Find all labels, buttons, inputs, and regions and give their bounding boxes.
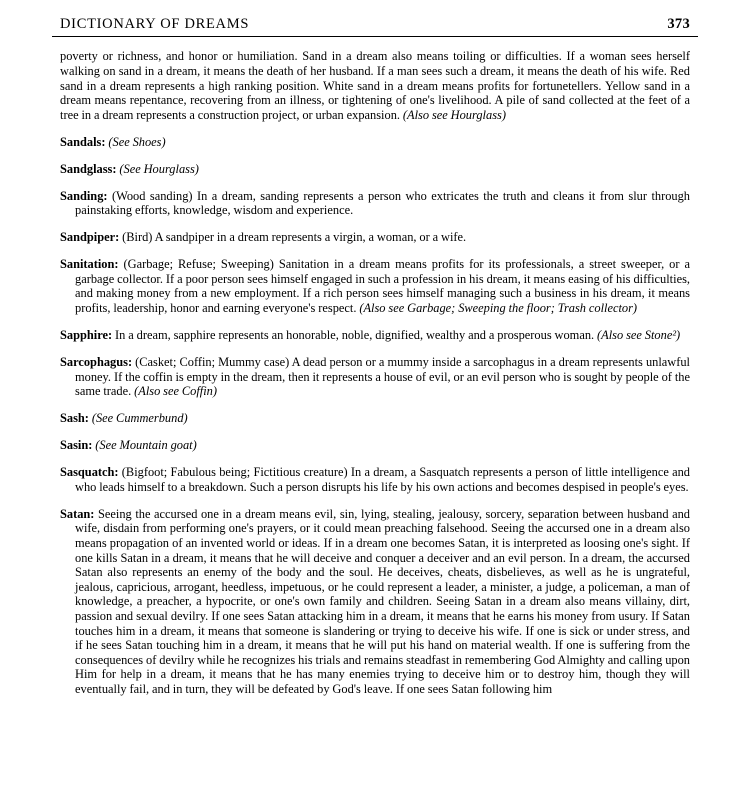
running-head-title: DICTIONARY OF DREAMS (60, 16, 250, 32)
entry-cross-reference: (Also see Stone²) (597, 328, 681, 343)
entry-body: (Casket; Coffin; Mummy case) A dead person or a mummy inside a sarcophagus in a dream represents unlawful money. If the coffin is empty in the dream, then it represents a house of evil, or an evil person who is sought by people of the same trade. (75, 355, 690, 399)
entry-sapphire (60, 328, 690, 343)
entry-continued-sand (60, 49, 690, 122)
entry-sandpiper (60, 230, 690, 245)
entry-term: Sanding: (60, 188, 108, 203)
entry-term: Sarcophagus: (60, 355, 133, 370)
entry-body: (Bird) A sandpiper in a dream represents a virgin, a woman, or a wife. (119, 230, 467, 245)
entry-cross-reference: (Also see Hourglass) (402, 107, 506, 122)
entry-term: Sandals: (60, 134, 106, 149)
entry-body: In a dream, sapphire represents an honorable, noble, dignified, wealthy and a prosperous woman. (112, 328, 598, 343)
entry-cross-reference: (See Hourglass) (119, 161, 199, 176)
entry-term: Sapphire: (60, 328, 113, 343)
entry-term: Sandglass: (60, 161, 117, 176)
entry-term: Satan: (60, 506, 95, 521)
entry-body: (Bigfoot; Fabulous being; Fictitious creature) In a dream, a Sasquatch represents a person of little intelligence and who leads himself to a breakdown. Such a person disrupts his life by his own actions and becomes despised in people's eyes. (75, 465, 690, 494)
entry-body: (Garbage; Refuse; Sweeping) Sanitation in a dream means profits for its professionals, a street sweeper, or a garbage collector. If a poor person sees himself engaged in such a profession in his dream, it means easing of his difficulties, and making money from a new employment. If a rich person sees himself managing such a business in his dream, it means profits, leadership, honor and earning everyone's respect. (75, 257, 690, 316)
entry-cross-reference: (See Mountain goat) (95, 438, 197, 453)
entry-term: Sash: (60, 411, 89, 426)
entry-cross-reference: (See Cummerbund) (91, 411, 188, 426)
page-header (52, 16, 698, 37)
entry-sandglass (60, 162, 690, 177)
entry-body: Seeing the accursed one in a dream means evil, sin, lying, stealing, jealousy, sorcery, separation between husband and wife, disdain from performing one's prayers, or it could mean preaching falsehood. Seeing the accursed one in a dream also means propagation of an invented world or ideas. If in a dream one becomes Satan, it is interpreted as loosing one's sight. If one kills Satan in a dream, it means that he will deceive and conquer a deceiver and an evil person. In a dream, the accursed Satan also represents an enemy of the body and the soul. He deceives, cheats, disbelieves, as well as he is ungrateful, jealous, capricious, arrogant, heedless, impetuous, or he could represent a leader, a minister, a judge, a policeman, a man of knowledge, a preacher, a hypocrite, or one's own family and children. Seeing Satan in a dream also means villainy, dirt, passion and sexual devilry. If one sees Satan attacking him in a dream, it means that he earns his money from usury. If Satan touches him in a dream, it means that someone is slandering or trying to deceive his wife. If one is sick or under stress, and if he sees Satan touching him in a dream, it means that he will put his hand on material wealth. If one is suffering from the consequences of devilry while he recognizes his trials and remains steadfast in remembering God Almighty and calling upon Him for help in a dream, it means that he has many enemies trying to deceive him or to destroy him, though they will eventually fail, and in turn, they will be defeated by God's leave. If one sees Satan following him (75, 506, 690, 696)
entry-term: Sasquatch: (60, 465, 119, 480)
entry-satan (60, 507, 690, 697)
entry-term: Sasin: (60, 438, 93, 453)
page-number: 373 (667, 16, 690, 32)
entry-sasquatch (60, 465, 690, 494)
entry-cross-reference: (Also see Coffin) (134, 384, 218, 399)
entry-sash (60, 411, 690, 426)
entry-sarcophagus (60, 355, 690, 399)
page-body (52, 49, 698, 696)
entry-sasin (60, 438, 690, 453)
entry-cross-reference: (Also see Garbage; Sweeping the floor; Trash collector) (359, 301, 638, 316)
entry-sandals (60, 135, 690, 150)
entry-term: Sandpiper: (60, 230, 120, 245)
entry-cross-reference: (See Shoes) (108, 134, 166, 149)
entry-body: poverty or richness, and honor or humiliation. Sand in a dream also means toiling or difficulties. If a woman sees herself walking on sand in a dream, it means the death of her husband. If a man sees such a dream, it means the death of his wife. Red sand in a dream represents a high ranking position. White sand in a dream means profits for fortunetellers. Yellow sand in a dream means repentance, recovering from an illness, or tightening of one's livelihood. A pile of sand collected at the feet of a tree in a dream represents a construction project, or urban expansion. (60, 49, 690, 122)
entry-body: (Wood sanding) In a dream, sanding represents a person who extricates the truth and cleans it from slur through painstaking efforts, knowledge, wisdom and experience. (75, 188, 690, 218)
entry-sanitation (60, 257, 690, 315)
entry-sanding (60, 189, 690, 218)
entry-term: Sanitation: (60, 257, 119, 272)
